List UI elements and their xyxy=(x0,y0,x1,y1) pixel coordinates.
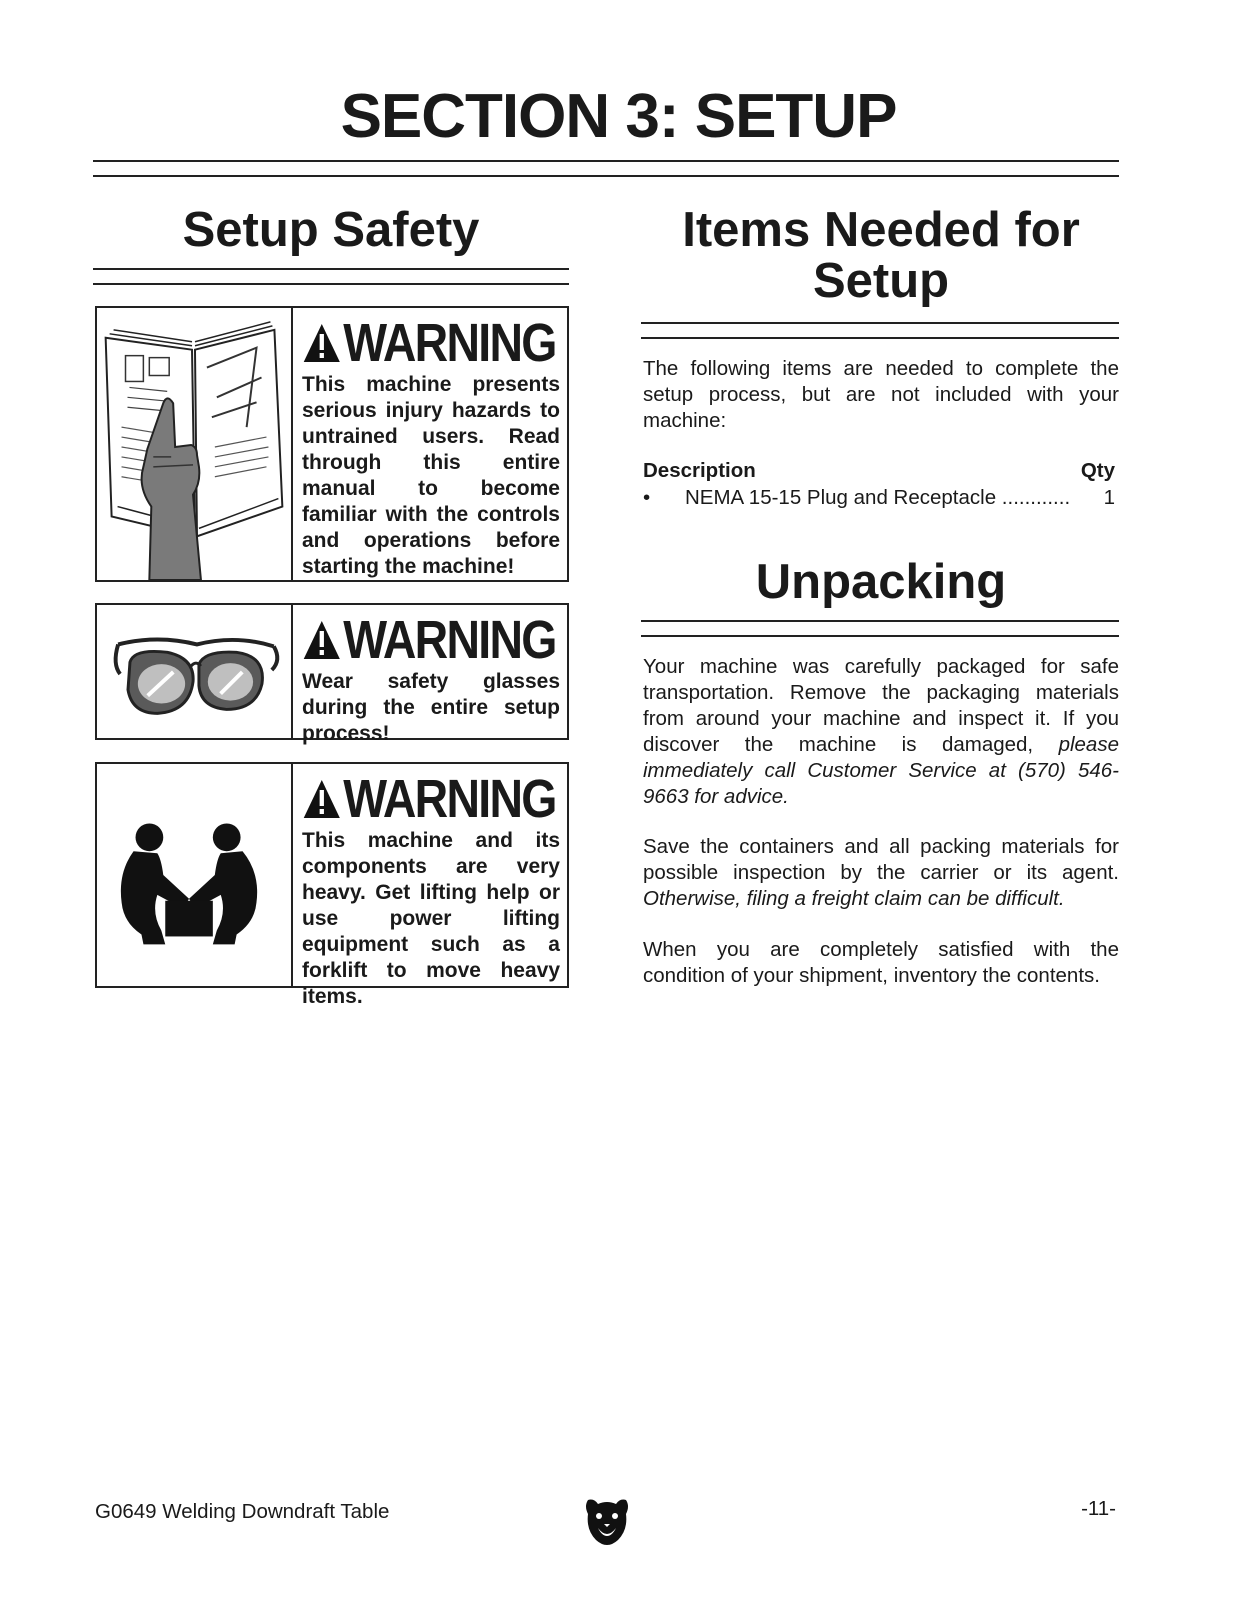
setup-safety-rule-bottom xyxy=(93,283,569,285)
warning-box-heavy xyxy=(95,762,569,1008)
manual-reading-hand-icon xyxy=(97,308,293,580)
warning-triangle-icon xyxy=(302,778,342,820)
bear-head-logo-icon xyxy=(582,1496,632,1548)
items-intro: The following items are needed to complete the setup process, but are not included with your machine: xyxy=(643,357,1119,432)
section-title: SECTION 3: SETUP xyxy=(340,82,897,151)
warning-title: WARNING xyxy=(302,609,524,671)
items-rule-top xyxy=(641,322,1119,324)
page-number: -11- xyxy=(1081,1497,1116,1520)
warning-box-manual xyxy=(95,306,569,582)
footer-model: G0649 Welding Downdraft Table xyxy=(95,1500,390,1523)
unpacking-paragraph-1: Your machine was carefully packaged for safe transportation. Remove the packaging materials from around your machine and inspect it. If you discover the machine is damaged, please immediately call Customer Service at (570) 546-9663 for advice. xyxy=(643,655,1119,808)
qty-header: Qty xyxy=(1080,459,1115,482)
warning-triangle-icon xyxy=(302,619,342,661)
setup-safety-heading: Setup Safety xyxy=(182,203,480,257)
items-rule-bottom xyxy=(641,337,1119,339)
description-header: Description xyxy=(643,459,756,482)
title-rule-bottom xyxy=(93,175,1119,177)
warning-box-glasses xyxy=(95,603,569,745)
warning-text: This machine and its components are very heavy. Get lifting help or use power lifting equipment such as a forklift to move heavy items. xyxy=(302,829,560,1008)
title-rule-top xyxy=(93,160,1119,162)
warning-triangle-icon xyxy=(302,322,342,364)
item-qty: 1 xyxy=(1103,486,1115,509)
safety-glasses-icon xyxy=(97,605,293,738)
item-name: NEMA 15-15 Plug and Receptacle ............ xyxy=(685,486,1071,509)
unpacking-heading: Unpacking xyxy=(755,555,1007,609)
two-person-lift-icon xyxy=(97,764,293,986)
warning-text: Wear safety glasses during the entire setup process! xyxy=(302,670,560,745)
warning-title: WARNING xyxy=(302,312,524,374)
list-item xyxy=(643,486,1115,510)
items-table-header xyxy=(643,459,1115,483)
unpacking-paragraph-2: Save the containers and all packing materials for possible inspection by the carrier or its agent. Otherwise, filing a freight claim can be difficult. xyxy=(643,835,1119,910)
setup-safety-rule-top xyxy=(93,268,569,270)
bullet: • xyxy=(643,486,651,509)
items-needed-heading: Items Needed for Setup xyxy=(682,203,1080,308)
warning-text: This machine presents serious injury hazards to untrained users. Read through this entire manual to become familiar with the controls and operations before starting the machine! xyxy=(302,373,560,578)
unpacking-rule-bottom xyxy=(641,635,1119,637)
unpacking-rule-top xyxy=(641,620,1119,622)
unpacking-paragraph-3: When you are completely satisfied with the condition of your shipment, inventory the contents. xyxy=(643,938,1119,987)
warning-title: WARNING xyxy=(302,768,524,830)
